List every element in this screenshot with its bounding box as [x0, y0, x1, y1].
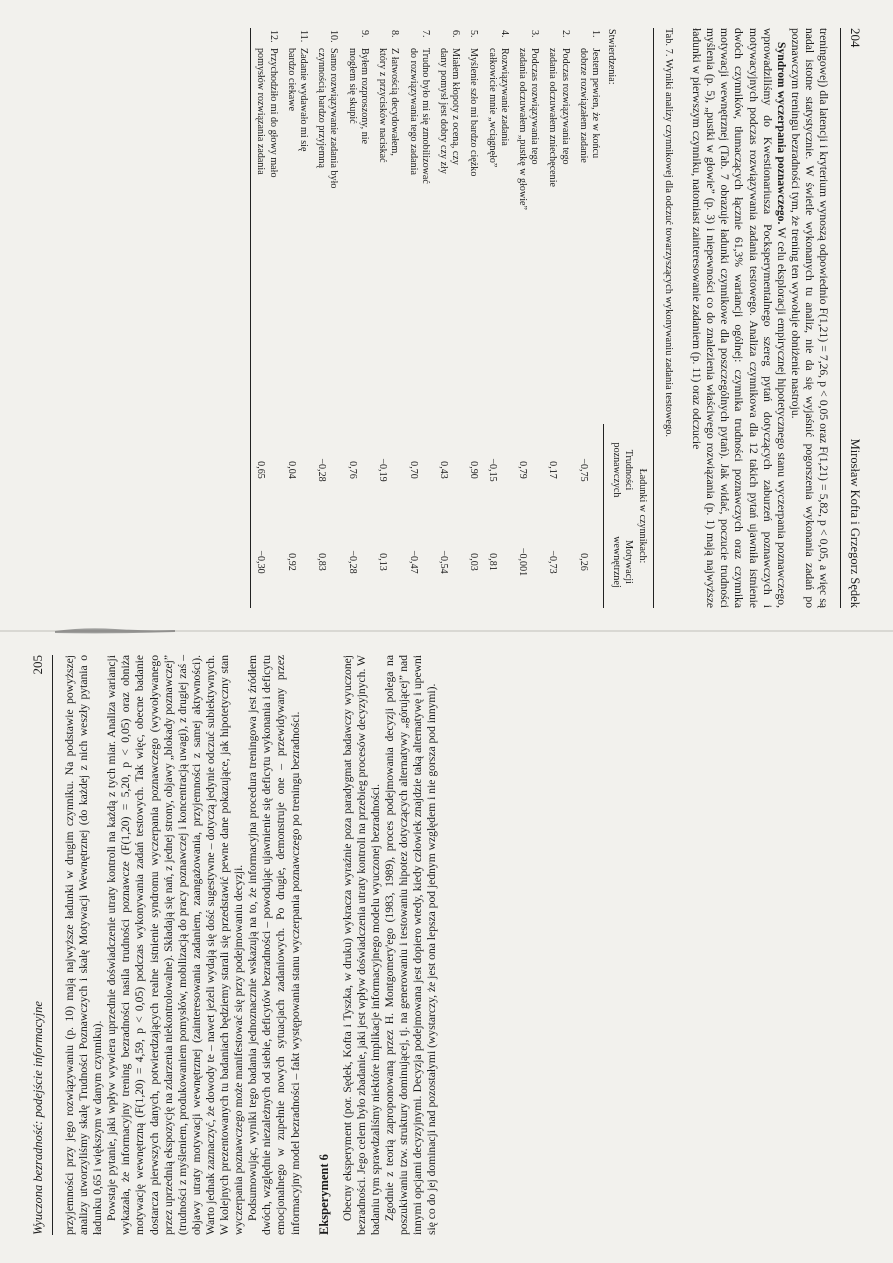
statement-line: Byłem rozproszony, nie [358, 48, 370, 145]
table-row [482, 28, 512, 608]
loading-cognitive: −0,19 [377, 458, 389, 482]
factor-loadings-table [250, 28, 654, 608]
item-number: 8. [389, 30, 401, 38]
loading-cognitive: −0,28 [316, 458, 328, 482]
statement-line: Rozwiązywanie zadania [498, 48, 510, 146]
loading-cognitive: −0,15 [486, 458, 498, 482]
item-number: 2. [559, 30, 571, 38]
table-row [464, 28, 482, 608]
body-text [689, 28, 830, 608]
statement-line: całkowicie mnie „wciągnęło” [486, 48, 498, 168]
table-label: Tab. 7. [663, 28, 675, 57]
loading-cognitive: 0,17 [547, 461, 559, 479]
table-row [543, 28, 573, 608]
statement-line: Samo rozwiązywanie zadania było [328, 48, 340, 189]
col-header-statements: Stwierdzenia: [604, 28, 654, 424]
loading-cognitive: −0,75 [577, 458, 589, 482]
page-204 [23, 28, 863, 608]
col-header-motivation: Motywacji wewnętrznej [604, 516, 635, 608]
loading-motivation: −0,54 [437, 550, 449, 574]
item-number: 3. [529, 30, 541, 38]
running-head-title: Wyuczona bezradność: podejście informacyjne [31, 1001, 45, 1235]
statement-cell [282, 28, 312, 424]
statement-line: dobrze rozwiązałem zadanie [577, 48, 589, 163]
table-row [312, 28, 342, 608]
item-number: 9. [358, 30, 370, 38]
table-row [343, 28, 373, 608]
running-head-authors: Mirosław Kofta i Grzegorz Sędek [848, 438, 862, 608]
loading-motivation: −0,001 [516, 547, 528, 577]
statement-line: bardzo ciekawe [285, 48, 297, 112]
paragraph-heading: Syndrom wyczerpania poznawczego. [774, 42, 788, 225]
loading-motivation: −0,47 [407, 550, 419, 574]
statement-cell [373, 28, 403, 424]
loading-motivation: 0,13 [377, 553, 389, 571]
item-number: 7. [419, 30, 431, 38]
table-caption-text: Wyniki analizy czynnikowej dla odczuć towarzyszących wykonywaniu zadania testowego. [663, 56, 675, 438]
statement-line: mogłem się skupić [346, 48, 358, 124]
table-body [251, 28, 604, 608]
item-number: 10. [328, 30, 340, 43]
running-head [840, 28, 863, 608]
running-head [30, 655, 53, 1235]
paragraph: przyjemności przy jego rozwiązywaniu (p. 10) mają najwyższe ładunki w drugim czynniku. Na podstawie powyższej analizy utworzyliśmy skalę Trudności Poznawczych i skalę Motywacji Wewnętrznej (do każdej z nich weszły pytania o ładunku 0,65 i większym w danym czynniku). [63, 655, 105, 1235]
loading-cognitive: 0,79 [516, 461, 528, 479]
statement-line: Z łatwością decydowałem, [389, 48, 401, 156]
paragraph: Obecny eksperyment (por. Sędek, Kofta i Tyszka, w druku) wykracza wyraźnie poza paradygmat badawczy wyuczonej bezradności. Jego celem było zbadanie, jaki jest wpływ doświadczenia utraty kontroli na przebieg procesów decyzyjnych. W badaniu tym sprawdzaliśmy niektóre implikacje informacyjnego modelu wyuczonej bezradności. [340, 655, 382, 1235]
table-row [403, 28, 433, 608]
loading-cognitive: 0,76 [346, 461, 358, 479]
item-number: 6. [450, 30, 462, 38]
statement-line: Przychodziło mi do głowy mało [267, 48, 279, 178]
statement-cell [403, 28, 433, 424]
statement-line: Myślenie szło mi bardzo ciężko [468, 48, 480, 177]
page-204-rotated [0, 0, 893, 631]
table-row [251, 28, 282, 608]
statement-line: Miałem kłopoty z oceną, czy [450, 48, 462, 165]
statement-line: Zadanie wydawało mi się [298, 48, 310, 152]
loading-motivation: −0,30 [251, 516, 282, 608]
table-row [373, 28, 403, 608]
loading-motivation: 0,26 [577, 553, 589, 571]
statement-line: dany pomysł jest dobry czy zły [437, 48, 449, 174]
loading-cognitive: 0,43 [437, 461, 449, 479]
page-number: 204 [848, 28, 863, 48]
paragraph-text: W celu eksploracji empirycznej hipotetycznego stanu wyczerpania poznawczego, wprowadziliśmy do Kwestionariusza Pocksperymentalnego szereg pytań dotyczących zaburzeń poznawczych i motywacyjnych podczas rozwiązywania zadania testowego. Analiza czynnikowa dla 12 takich pytań ujawniła istnienie dwóch czynników, tłumaczących łącznie 61,3% wariancji ogólnej: czynnika trudności poznawczych oraz czynnika motywacji wewnętrznej (Tab. 7 obrazuje ładunki czynnikowe dla poszczególnych pytań). Jak widać, poczucie trudności myślenia (p. 5), „pustki w głowie” (p. 3) i niepewności co do znalezienia właściwego rozwiązania (p. 1) mają najwyższe ładunki w pierwszym czynniku, natomiast zainteresowanie zadaniem (p. 11) oraz odczucie [690, 28, 788, 608]
table-row [434, 28, 464, 608]
item-number: 1. [589, 30, 601, 38]
section-title: Eksperyment 6 [316, 1154, 331, 1235]
item-number: 11. [298, 30, 310, 43]
body-text [63, 655, 439, 1235]
statement-line: Trudno było mi się zmobilizować [419, 48, 431, 184]
loading-motivation: 0,92 [285, 553, 297, 571]
paragraph: Zgodnie z teorią zaproponowaną przez H. Montgomery'ego (1983, 1989), proces podejmowania decyzji polega na poszukiwaniu tzw. struktury dominującej, tj. na generowaniu i testowaniu hipotez dotyczących alternatywy „górującej” nad innymi opcjami decyzyjnymi. Decyzja podejmowana jest dopiero wtedy, kiedy człowiek znajdzie taką alternatywę i upewni się co do jej dominacji nad pozostałymi (wystarczy, że jest ona lepsza pod jednym względem i nie gorsza pod innymi). [382, 655, 439, 1235]
statement-line: Podczas rozwiązywania tego [529, 48, 541, 165]
loading-motivation: 0,81 [486, 553, 498, 571]
statement-cell [464, 28, 482, 424]
loading-motivation: 0,03 [468, 553, 480, 571]
statement-line: który z przycisków naciskać [377, 48, 389, 163]
paragraph: treningowej) dla latencji i kryterium wynoszą odpowiednio F(1,21) = 7,26, p < 0,05 oraz F(1,21) = 5,82, p < 0,05, a więc są nadal istotne statystycznie. W świetle wykonanych tu analiz, nie da się wyjaśnić pogorszenia wykonania zadań po poznawczym treningu bezradności tym, że trening ten wywołuje obniżenie nastroju. [788, 28, 830, 608]
loading-motivation: −0,73 [547, 550, 559, 574]
statement-line: czynnością bardzo przyjemną [316, 48, 328, 168]
loading-cognitive: 0,90 [468, 461, 480, 479]
loading-motivation: 0,83 [316, 553, 328, 571]
loading-cognitive: 0,70 [407, 461, 419, 479]
item-number: 12. [267, 30, 279, 43]
statement-line: Jestem pewien, że w końcu [589, 48, 601, 159]
statement-line: Podczas rozwiązywania tego [559, 48, 571, 165]
table-row [282, 28, 312, 608]
statement-cell [251, 28, 282, 424]
statement-cell [312, 28, 342, 424]
loading-motivation: −0,28 [346, 550, 358, 574]
item-number: 5. [468, 30, 480, 38]
statement-line: zadania odczuwałem zniechęcenie [547, 48, 559, 187]
page-205-rotated [0, 632, 893, 1263]
table-row [513, 28, 543, 608]
col-header-cognitive: Trudności poznawczych [604, 424, 635, 516]
statement-cell [543, 28, 573, 424]
page-number: 205 [30, 655, 45, 675]
table-row [574, 28, 604, 608]
statement-cell [482, 28, 512, 424]
table-caption [662, 28, 675, 608]
statement-line: zadania odczuwałem „pustkę w głowie” [516, 48, 528, 210]
statement-cell [574, 28, 604, 424]
item-number: 4. [498, 30, 510, 38]
paragraph [689, 28, 788, 608]
group-header: Ładunki w czynnikach: [635, 424, 654, 608]
statement-line: do rozwiązywania tego zadania [407, 48, 419, 175]
statement-cell [343, 28, 373, 424]
page-205 [30, 655, 870, 1235]
statement-line: pomysłów rozwiązania zadania [255, 48, 267, 175]
page-205-band [0, 632, 893, 1263]
statement-cell [434, 28, 464, 424]
statement-cell [513, 28, 543, 424]
loading-cognitive: 0,65 [251, 424, 282, 516]
loading-cognitive: 0,04 [285, 461, 297, 479]
paragraph: Podsumowując, wyniki tego badania jednoznacznie wskazują na to, że informacyjna procedura treningowa jest źródłem dwóch, względnie niezależnych od siebie, deficytów bezradności – powodując ujawnienie się deficytu wykonania i deficytu emocjonalnego w zupełnie nowych sytuacjach zadaniowych. Po drugie, demonstruje one – przewidywany przez informacyjny model bezradności – fakt występowania stanu wyczerpania poznawczego po treningu bezradności. [246, 655, 302, 1235]
paragraph: Powstaje pytanie, jaki wpływ wywiera uprzednie doświadczenie utraty kontroli na każdą z tych miar. Analiza wariancji wykazała, że informacyjny trening bezradności nasila trudności poznawcze (F(1,20) = 5,20, p < 0,05) oraz obniża motywację wewnętrzną (F(1,20) = 4,59, p < 0,05) podczas wykonywania zadań testowych. Tak więc, obecne badanie dostarcza pierwszych danych, potwierdzających realne istnienie syndromu wyczerpania poznawczego (wywoływanego przez uprzednią ekspozycję na zdarzenia niekontrolowalne). Składają się nań, z jednej strony, objawy „blokady poznawczej” (trudności z myśleniem, produkowaniem pomysłów, mobilizacją do pracy poznawczej i koncentracją uwagi), z drugiej zaś – objawy utraty motywacji wewnętrznej (zainteresowania zadaniem, zaangażowania, przyjemności z samej aktywności). Warto jednak zaznaczyć, że dowody te – nawet jeżeli wydają się dość sugestywne – dotyczą jedynie odczuć subiektywnych. W kolejnych prezentowanych tu badaniach będziemy starali się przedstawić pewne dane pokazujące, jak hipotetyczny stan wyczerpania poznawczego może manifestować się przy podejmowaniu decyzji. [105, 655, 246, 1235]
page-204-band [0, 0, 893, 631]
